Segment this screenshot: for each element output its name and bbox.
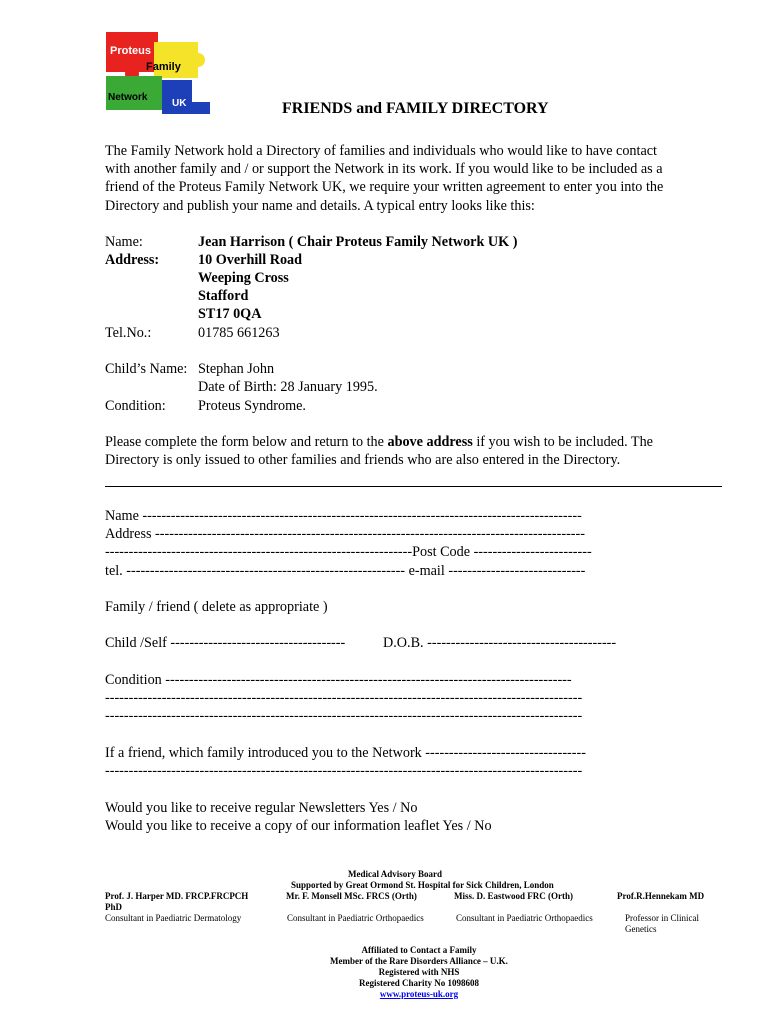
advisory-board-support: Supported by Great Ormond St. Hospital for Sick Children, London bbox=[291, 880, 554, 890]
intro-line: with another family and / or support the Network in its work. If you would like to be included as a bbox=[105, 161, 663, 178]
instructions-line-2: Directory is only issued to other families and friends who are also entered in the Directory. bbox=[105, 452, 621, 468]
example-condition-label: Condition: bbox=[105, 398, 166, 414]
form-newsletter-question[interactable]: Would you like to receive regular Newsletters Yes / No bbox=[105, 800, 418, 816]
board-member-name: Prof.R.Hennekam MD bbox=[617, 891, 705, 901]
intro-line: The Family Network hold a Directory of families and individuals who would like to have contact bbox=[105, 143, 657, 159]
logo-word-uk: UK bbox=[172, 98, 187, 109]
instructions-bold: above address bbox=[387, 434, 473, 450]
affiliation-line: Member of the Rare Disorders Alliance – U.K. bbox=[330, 956, 508, 966]
form-condition-line[interactable]: ----------------------------------------------------------------------------------------------------- bbox=[105, 690, 583, 706]
logo-word-family: Family bbox=[146, 61, 181, 73]
form-postcode-field[interactable]: -----------------------------------------------------------------Post Code ------------------------- bbox=[105, 544, 592, 560]
board-member-role-cont: Genetics bbox=[625, 924, 657, 934]
form-introducing-family-field[interactable]: If a friend, which family introduced you to the Network ---------------------------------- bbox=[105, 745, 586, 761]
proteus-logo bbox=[104, 30, 214, 118]
board-member-role: Consultant in Paediatric Orthopaedics bbox=[456, 913, 593, 923]
board-member-name: Miss. D. Eastwood FRC (Orth) bbox=[454, 891, 573, 901]
example-child-label: Child’s Name: bbox=[105, 361, 188, 377]
form-name-field[interactable]: Name --------------------------------------------------------------------------------------------- bbox=[105, 508, 582, 524]
form-tel-email-field[interactable]: tel. ----------------------------------------------------------- e-mail ----------------------------- bbox=[105, 563, 586, 579]
affiliation-line: Registered Charity No 1098608 bbox=[358, 978, 480, 988]
logo-word-network: Network bbox=[108, 92, 148, 103]
form-condition-line[interactable]: ----------------------------------------------------------------------------------------------------- bbox=[105, 708, 583, 724]
website-container bbox=[0, 989, 770, 1000]
form-child-self-field[interactable]: Child /Self ------------------------------------- bbox=[105, 635, 346, 651]
intro-line: Directory and publish your name and details. A typical entry looks like this: bbox=[105, 197, 535, 214]
board-member-name: Prof. J. Harper MD. FRCP.FRCPCH bbox=[105, 891, 249, 901]
logo-word-proteus: Proteus bbox=[110, 45, 151, 57]
form-introducing-family-line[interactable]: ----------------------------------------------------------------------------------------------------- bbox=[105, 763, 583, 779]
form-leaflet-question[interactable]: Would you like to receive a copy of our information leaflet Yes / No bbox=[105, 818, 492, 834]
example-address-line: Weeping Cross bbox=[198, 270, 289, 286]
example-condition-value: Proteus Syndrome. bbox=[198, 398, 306, 414]
example-address-label: Address: bbox=[105, 252, 160, 268]
intro-line: friend of the Proteus Family Network UK, we require your written agreement to enter you into the bbox=[105, 179, 664, 196]
example-address-line: 10 Overhill Road bbox=[198, 252, 303, 268]
example-address-line: Stafford bbox=[198, 288, 249, 304]
form-condition-field[interactable]: Condition -------------------------------------------------------------------------------------- bbox=[105, 672, 572, 688]
form-dob-field[interactable]: D.O.B. ---------------------------------------- bbox=[383, 635, 617, 651]
form-address-field[interactable]: Address ------------------------------------------------------------------------------------------- bbox=[105, 526, 585, 542]
board-member-name-cont: PhD bbox=[105, 902, 123, 912]
divider bbox=[105, 486, 722, 487]
example-tel-label: Tel.No.: bbox=[105, 325, 152, 341]
affiliation-line: Registered with NHS bbox=[378, 967, 460, 977]
instructions-text: Please complete the form below and return to the bbox=[105, 434, 388, 450]
page-title: FRIENDS and FAMILY DIRECTORY bbox=[282, 100, 549, 117]
website-link[interactable]: www.proteus-uk.org bbox=[379, 989, 459, 999]
example-name-value: Jean Harrison ( Chair Proteus Family Network UK ) bbox=[198, 234, 518, 250]
puzzle-logo-graphic bbox=[104, 30, 214, 118]
example-dob-value: Date of Birth: 28 January 1995. bbox=[198, 379, 378, 395]
example-tel-value: 01785 661263 bbox=[198, 325, 280, 341]
instructions-text: if you wish to be included. The bbox=[472, 434, 653, 450]
advisory-board-title: Medical Advisory Board bbox=[348, 869, 442, 879]
form-family-friend-field[interactable]: Family / friend ( delete as appropriate ) bbox=[105, 599, 328, 615]
intro-paragraph bbox=[105, 142, 725, 215]
example-address-line: ST17 0QA bbox=[198, 306, 262, 322]
instructions-line-1 bbox=[105, 433, 653, 451]
board-member-role: Professor in Clinical bbox=[625, 913, 699, 923]
example-name-label: Name: bbox=[105, 234, 143, 250]
board-member-role: Consultant in Paediatric Dermatology bbox=[105, 913, 242, 923]
affiliation-line: Affiliated to Contact a Family bbox=[361, 945, 477, 955]
board-member-role: Consultant in Paediatric Orthopaedics bbox=[287, 913, 424, 923]
board-member-name: Mr. F. Monsell MSc. FRCS (Orth) bbox=[286, 891, 417, 901]
example-child-value: Stephan John bbox=[198, 361, 275, 377]
